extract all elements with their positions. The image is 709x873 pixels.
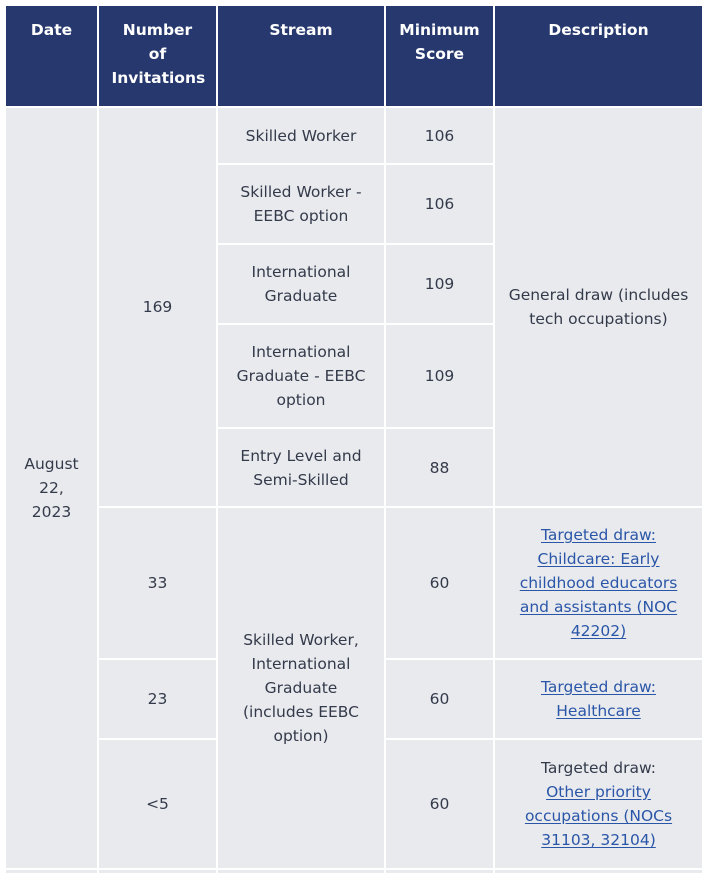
score-cell-4 <box>386 325 493 427</box>
score-cell-5 <box>386 429 493 506</box>
stream-cell-4 <box>218 325 384 427</box>
stream-value-2: Skilled Worker - EEBC option <box>240 183 362 225</box>
targeted-draw-other-occupations-link[interactable]: Other priority occupations (NOCs 31103, 32104) <box>524 783 673 849</box>
score-cell-1 <box>386 108 493 163</box>
header-description-label: Description <box>548 21 649 39</box>
score-value-3: 109 <box>424 275 455 293</box>
invitations-targeted-value-2: 23 <box>147 690 168 708</box>
score-targeted-value-1: 60 <box>429 574 450 592</box>
stream-cell-1 <box>218 108 384 163</box>
score-cell-3 <box>386 245 493 323</box>
date-value: August 22, 2023 <box>24 455 79 521</box>
description-targeted-cell-2 <box>495 660 702 738</box>
invitations-targeted-cell-2 <box>99 660 216 738</box>
date-cell <box>6 108 97 868</box>
stream-value-1: Skilled Worker <box>245 126 357 145</box>
invitations-general-value: 169 <box>142 298 173 316</box>
score-cell-2 <box>386 165 493 243</box>
header-invitations <box>99 6 216 106</box>
description-targeted-cell-3 <box>495 740 702 868</box>
invitations-targeted-value-1: 33 <box>147 574 168 592</box>
stream-cell-2 <box>218 165 384 243</box>
score-targeted-cell-1 <box>386 508 493 658</box>
stream-targeted-cell <box>218 508 384 868</box>
score-targeted-cell-2 <box>386 660 493 738</box>
stream-value-4: International Graduate - EEBC option <box>236 343 366 409</box>
stream-cell-3 <box>218 245 384 323</box>
header-invitations-label: Number of Invitations <box>111 21 206 87</box>
header-stream-label: Stream <box>269 21 333 39</box>
invitations-general-cell <box>99 108 216 506</box>
score-value-5: 88 <box>429 458 450 477</box>
score-targeted-value-3: 60 <box>429 795 450 813</box>
header-min-score <box>386 6 493 106</box>
stream-cell-5 <box>218 429 384 506</box>
score-targeted-cell-3 <box>386 740 493 868</box>
description-targeted-cell-1 <box>495 508 702 658</box>
targeted-draw-healthcare-link[interactable]: Targeted draw: Healthcare <box>540 678 657 720</box>
score-value-1: 106 <box>424 126 455 145</box>
description-general-value: General draw (includes tech occupations) <box>508 286 689 328</box>
header-stream <box>218 6 384 106</box>
description-general-cell <box>495 108 702 506</box>
invitations-targeted-cell-1 <box>99 508 216 658</box>
header-date <box>6 6 97 106</box>
stream-value-3: International Graduate <box>251 263 351 305</box>
score-value-2: 106 <box>424 195 455 213</box>
header-description <box>495 6 702 106</box>
targeted-draw-prefix: Targeted draw: <box>540 759 657 777</box>
header-date-label: Date <box>30 21 73 39</box>
invitations-targeted-cell-3 <box>99 740 216 868</box>
invitations-targeted-value-3: <5 <box>146 795 169 813</box>
stream-value-5: Entry Level and Semi-Skilled <box>240 446 362 489</box>
stream-targeted-value: Skilled Worker, International Graduate (includes EEBC option) <box>243 631 359 745</box>
header-min-score-label: Minimum Score <box>399 21 480 63</box>
targeted-draw-childcare-link[interactable]: Targeted draw: Childcare: Early childhood educators and assistants (NOC 42202) <box>519 526 678 640</box>
score-targeted-value-2: 60 <box>429 690 450 708</box>
score-value-4: 109 <box>424 367 455 385</box>
